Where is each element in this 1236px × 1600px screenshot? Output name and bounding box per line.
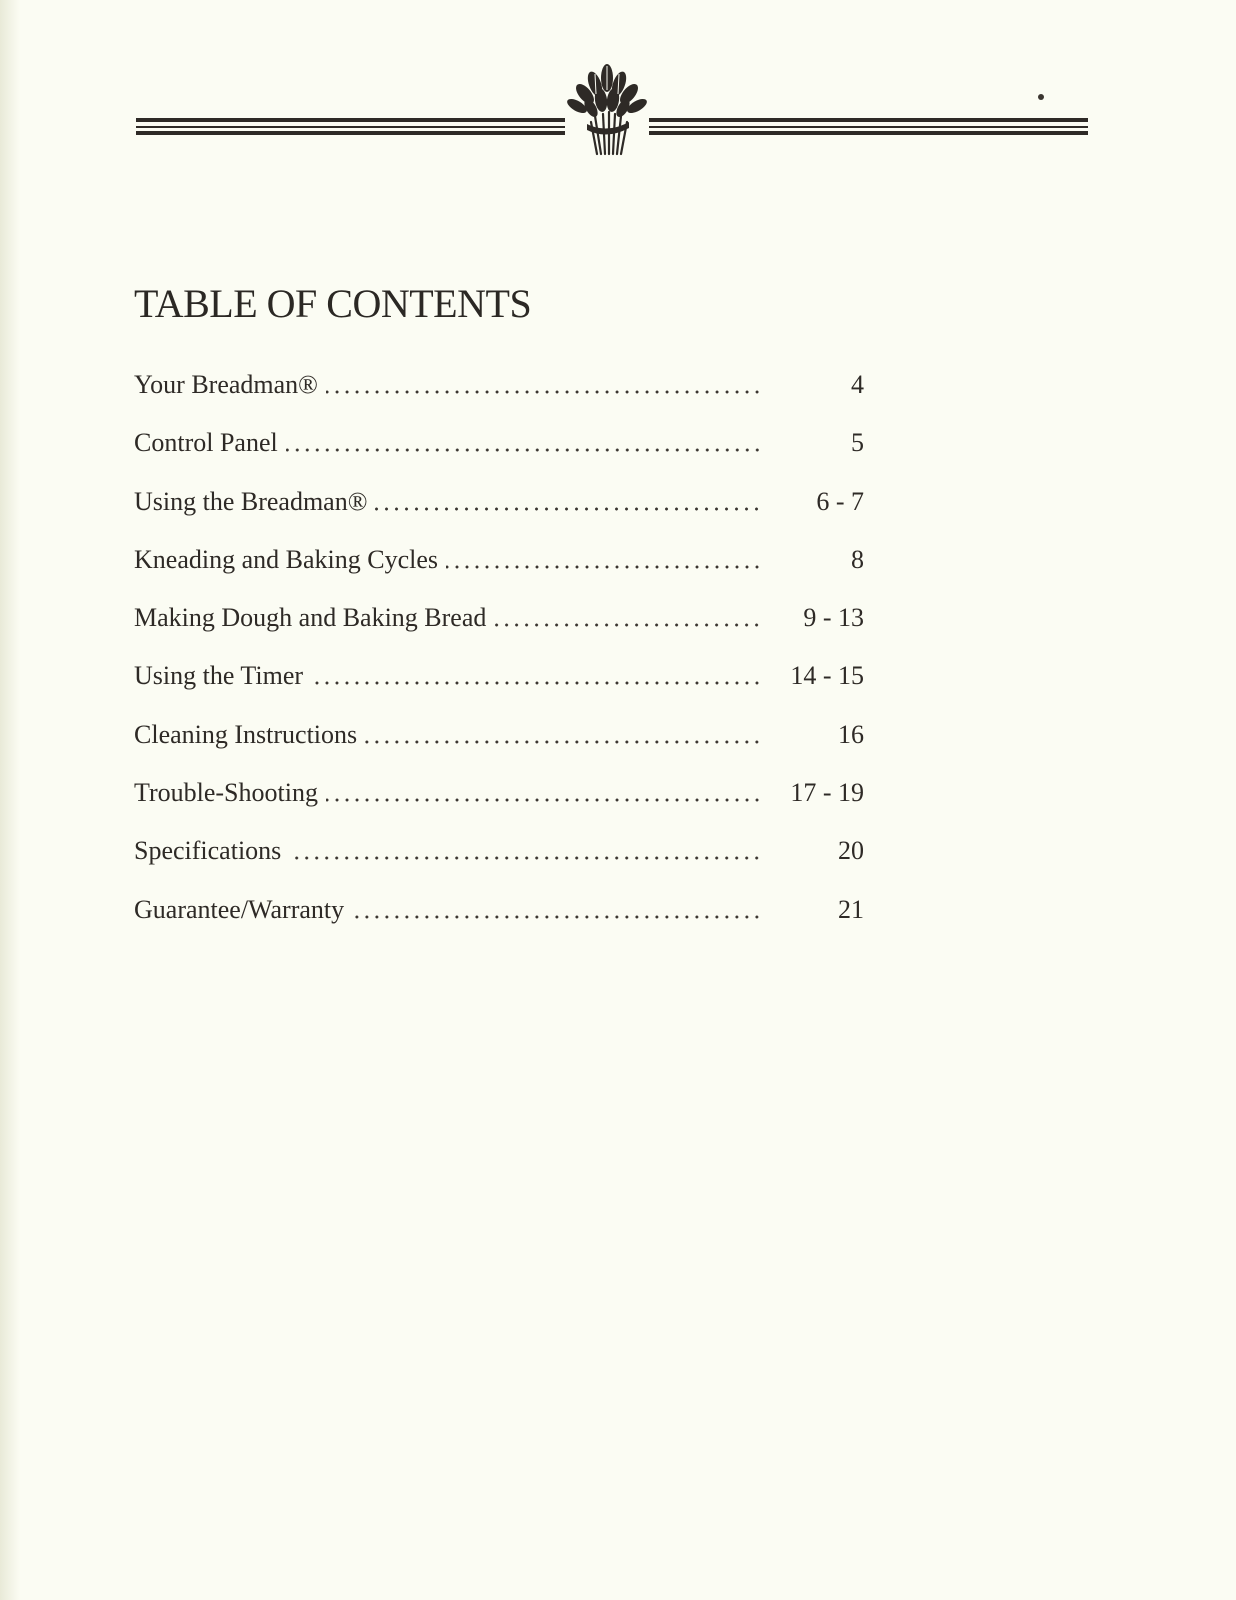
toc-list <box>134 370 864 953</box>
toc-entry-page: 16 <box>762 720 864 750</box>
toc-entry <box>134 603 864 661</box>
toc-leader-dots <box>326 370 762 400</box>
toc-entry <box>134 428 864 486</box>
toc-entry-page: 9 - 13 <box>762 603 864 633</box>
toc-entry <box>134 836 864 894</box>
toc-entry <box>134 720 864 778</box>
toc-entry <box>134 661 864 719</box>
toc-entry-label: Trouble-Shooting <box>134 778 326 808</box>
speck-mark <box>1038 94 1044 100</box>
toc-entry-page: 8 <box>762 545 864 575</box>
toc-entry <box>134 778 864 836</box>
toc-entry-label: Using the Breadman® <box>134 487 375 517</box>
toc-entry-label: Cleaning Instructions <box>134 720 365 750</box>
toc-leader-dots <box>352 895 762 925</box>
toc-leader-dots <box>375 487 762 517</box>
toc-entry-label: Control Panel <box>134 428 286 458</box>
toc-entry-page: 5 <box>762 428 864 458</box>
toc-entry-page: 21 <box>762 895 864 925</box>
toc-leader-dots <box>286 428 762 458</box>
toc-leader-dots <box>326 778 762 808</box>
toc-entry-label: Your Breadman® <box>134 370 326 400</box>
toc-entry <box>134 370 864 428</box>
toc-entry-page: 14 - 15 <box>762 661 864 691</box>
toc-entry-page: 17 - 19 <box>762 778 864 808</box>
toc-entry-page: 6 - 7 <box>762 487 864 517</box>
toc-leader-dots <box>311 661 762 691</box>
toc-entry <box>134 895 864 953</box>
toc-entry-label: Kneading and Baking Cycles <box>134 545 446 575</box>
toc-leader-dots <box>289 836 762 866</box>
bleed-through-heading <box>820 282 830 324</box>
page-title: TABLE OF CONTENTS <box>134 281 532 326</box>
wheat-sheaf-icon <box>565 62 649 158</box>
toc-entry-label: Specifications <box>134 836 289 866</box>
toc-entry-page: 4 <box>762 370 864 400</box>
toc-leader-dots <box>446 545 762 575</box>
toc-entry-page: 20 <box>762 836 864 866</box>
toc-entry <box>134 487 864 545</box>
page-edge-shadow <box>0 0 20 1600</box>
toc-leader-dots <box>365 720 762 750</box>
toc-leader-dots <box>494 603 762 633</box>
toc-entry-label: Using the Timer <box>134 661 311 691</box>
toc-entry <box>134 545 864 603</box>
toc-entry-label: Guarantee/Warranty <box>134 895 352 925</box>
toc-entry-label: Making Dough and Baking Bread <box>134 603 494 633</box>
